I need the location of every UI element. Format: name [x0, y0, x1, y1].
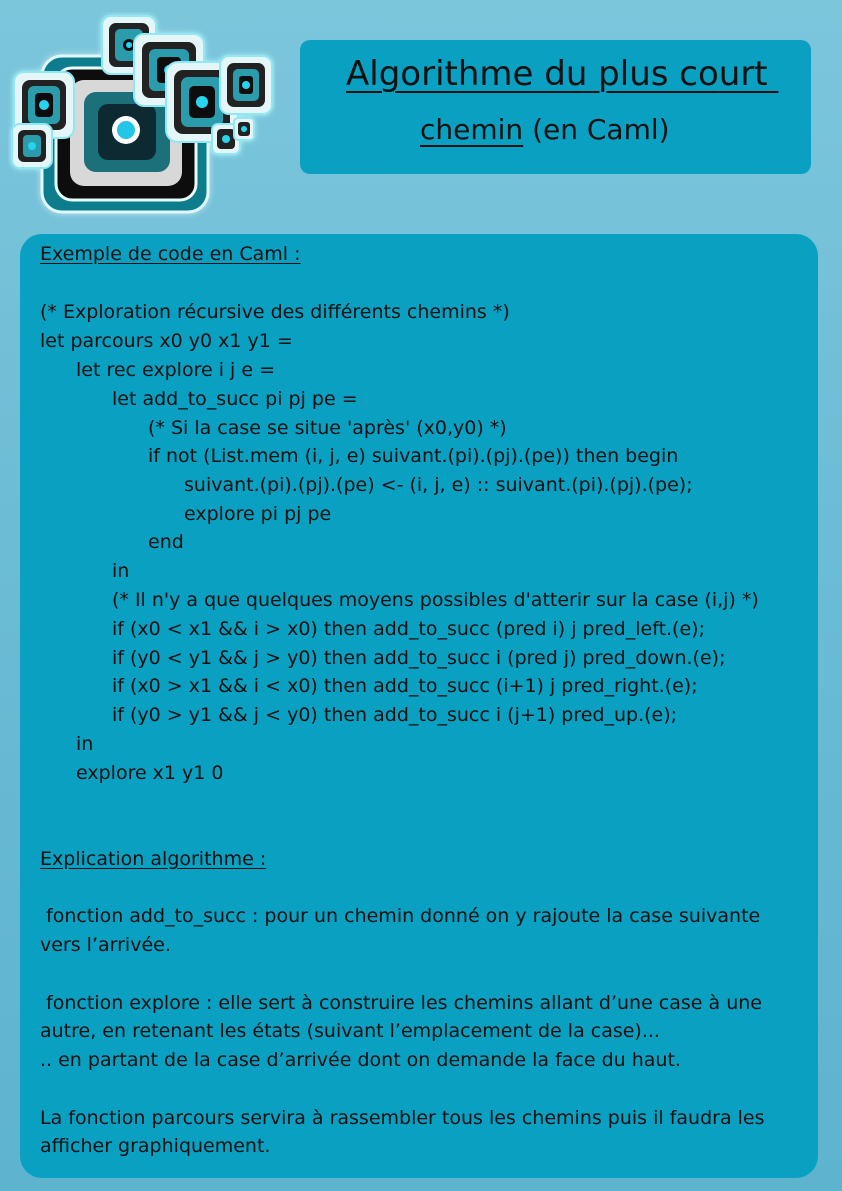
code-line: let add_to_succ pi pj pe =	[112, 388, 358, 410]
explanation-line: La fonction parcours servira à rassembler tous les chemins puis il faudra les	[40, 1107, 765, 1129]
code-line: suivant.(pi).(pj).(pe) <- (i, j, e) :: suivant.(pi).(pj).(pe);	[184, 474, 693, 496]
page-title-underlined-word: chemin	[420, 113, 524, 146]
explanation-section-heading: Explication algorithme :	[40, 848, 267, 870]
code-line: if (y0 < y1 && j > y0) then add_to_succ i (pred j) pred_down.(e);	[112, 647, 726, 669]
page-title-line-1: Algorithme du plus court	[346, 54, 779, 94]
content-panel	[20, 234, 818, 1178]
code-line: end	[148, 531, 184, 553]
explanation-line: afficher graphiquement.	[40, 1135, 271, 1157]
code-line: if not (List.mem (i, j, e) suivant.(pi).(pj).(pe)) then begin	[148, 445, 679, 467]
code-line: if (x0 > x1 && i < x0) then add_to_succ (i+1) j pred_right.(e);	[112, 675, 698, 697]
code-line: explore pi pj pe	[184, 503, 332, 525]
code-line: in	[76, 733, 94, 755]
code-line: if (y0 > y1 && j < y0) then add_to_succ i (j+1) pred_up.(e);	[112, 704, 678, 726]
code-line: in	[112, 560, 130, 582]
explanation-line: fonction explore : elle sert à construire les chemins allant d’une case à une	[40, 992, 762, 1014]
page-title-line-2	[420, 110, 670, 150]
code-line: let rec explore i j e =	[76, 359, 275, 381]
code-line: (* Il n'y a que quelques moyens possibles d'atterir sur la case (i,j) *)	[112, 589, 759, 611]
code-line: (* Si la case se situe 'après' (x0,y0) *)	[148, 417, 507, 439]
nested-squares-logo-icon	[8, 12, 276, 220]
explanation-line: autre, en retenant les états (suivant l’emplacement de la case)...	[40, 1020, 660, 1042]
explanation-line: fonction add_to_succ : pour un chemin donné on y rajoute la case suivante	[40, 905, 761, 927]
code-line: let parcours x0 y0 x1 y1 =	[40, 330, 293, 352]
code-line: explore x1 y1 0	[76, 762, 224, 784]
explanation-line: .. en partant de la case d’arrivée dont on demande la face du haut.	[40, 1049, 681, 1071]
code-line: if (x0 < x1 && i > x0) then add_to_succ (pred i) j pred_left.(e);	[112, 618, 705, 640]
explanation-line: vers l’arrivée.	[40, 934, 171, 956]
code-section-heading: Exemple de code en Caml :	[40, 243, 301, 265]
code-line: (* Exploration récursive des différents chemins *)	[40, 301, 510, 323]
page-title-rest: (en Caml)	[523, 113, 670, 146]
title-box	[300, 40, 811, 174]
